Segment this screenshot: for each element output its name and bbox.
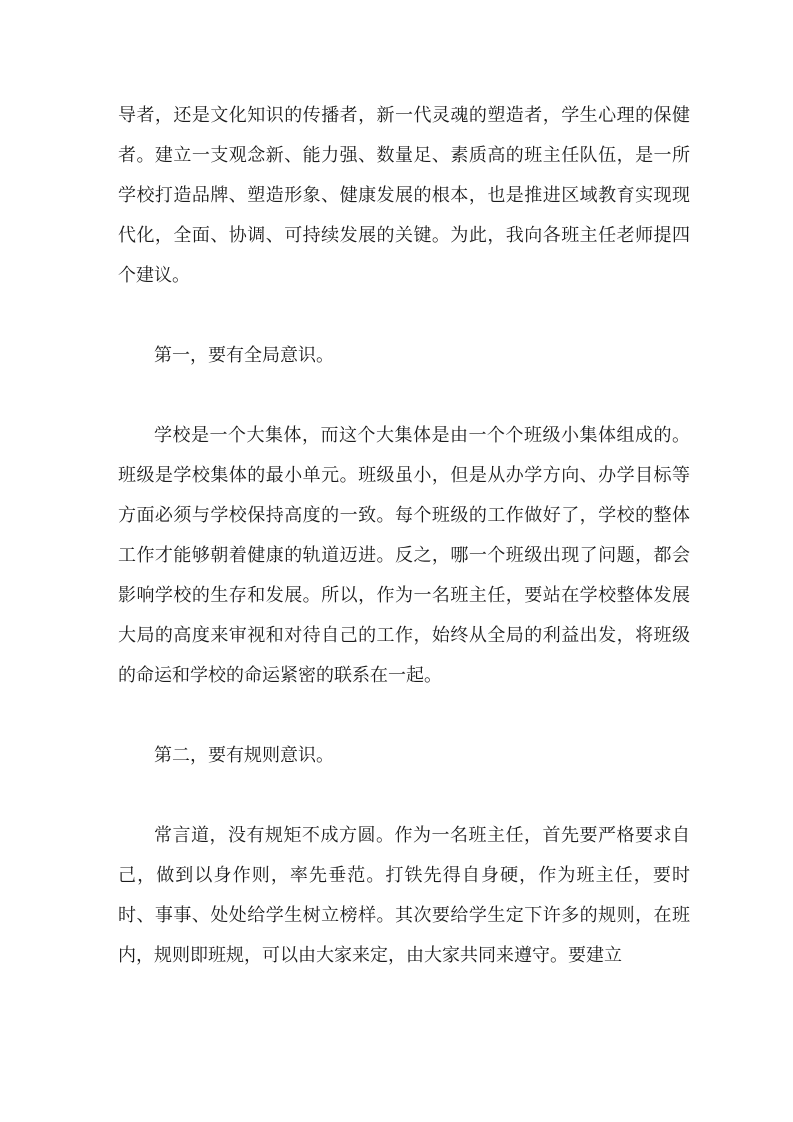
paragraph-global-awareness: 学校是一个大集体，而这个大集体是由一个个班级小集体组成的。班级是学校集体的最小单元。班级虽小，但是从办学方向、办学目标等方面必须与学校保持高度的一致。每个班级的工作做好了，学校的整体工作才能够朝着健康的轨道迈进。反之，哪一个班级出现了问题，都会影响学校的生存和发展。所以，作为一名班主任，要站在学校整体发展大局的高度来审视和对待自己的工作，始终从全局的利益出发，将班级的命运和学校的命运紧密的联系在一起。 bbox=[118, 425, 690, 686]
paragraph-intro-continuation: 导者，还是文化知识的传播者，新一代灵魂的塑造者，学生心理的保健者。建立一支观念新、能力强、数量足、素质高的班主任队伍，是一所学校打造品牌、塑造形象、健康发展的根本，也是推进区域教育实现现代化，全面、协调、可持续发展的关键。为此，我向各班主任老师提四个建议。 bbox=[118, 105, 690, 286]
section-heading-second: 第二，要有规则意识。 bbox=[154, 745, 334, 766]
section-heading-first: 第一，要有全局意识。 bbox=[154, 345, 334, 366]
document-body bbox=[118, 96, 690, 1016]
paragraph-rules-awareness: 常言道，没有规矩不成方圆。作为一名班主任，首先要严格要求自己，做到以身作则，率先垂范。打铁先得自身硬，作为班主任，要时时、事事、处处给学生树立榜样。其次要给学生定下许多的规则，在班内，规则即班规，可以由大家来定，由大家共同来遵守。要建立 bbox=[118, 825, 690, 966]
